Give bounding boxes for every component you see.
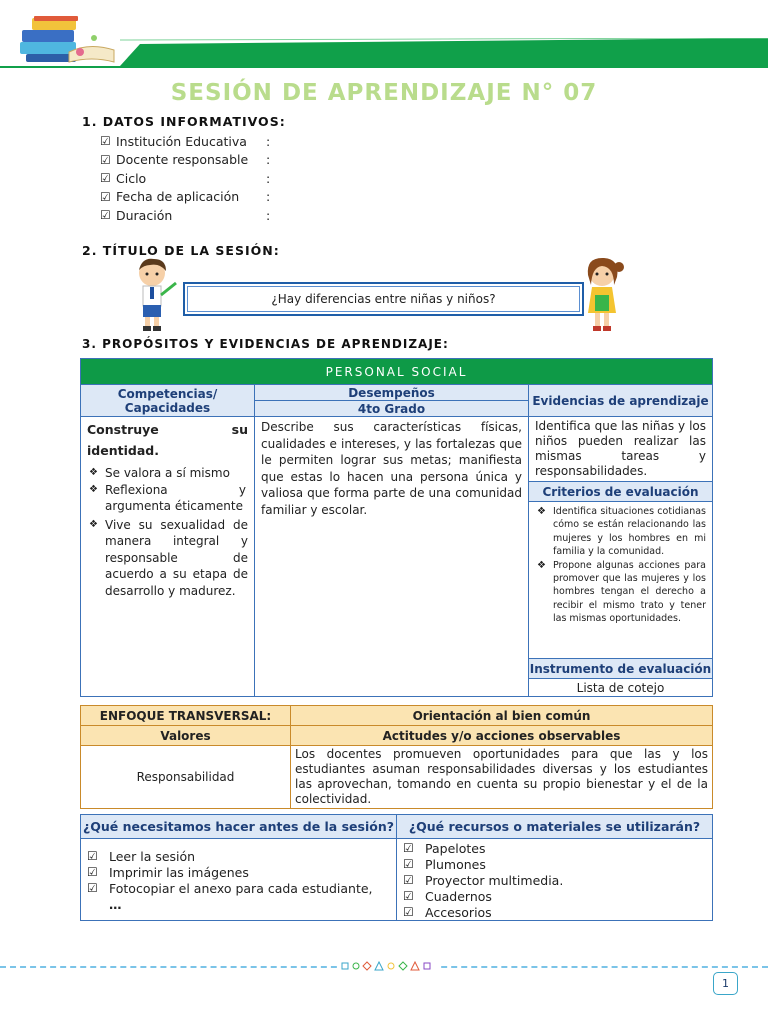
antes-cell bbox=[81, 839, 397, 921]
footer-shapes-decoration bbox=[340, 960, 440, 972]
section2-heading: 2. TÍTULO DE LA SESIÓN: bbox=[82, 243, 280, 258]
checkbox-icon: ☑ bbox=[100, 152, 111, 167]
section1-heading: 1. DATOS INFORMATIVOS: bbox=[82, 114, 286, 129]
books-illustration bbox=[14, 12, 119, 66]
checkbox-icon: ☑ bbox=[100, 171, 111, 186]
recurso-text: Papelotes bbox=[425, 840, 486, 856]
checkbox-icon: ☑ bbox=[403, 841, 414, 855]
desempeno-cell: Describe sus características físicas, cualidades e intereses, y las fortalezas que le permiten lograr sus metas; manifiesta que estas lo hacen una persona única y valiosa que forma parte de una comunidad familiar y escolar. bbox=[255, 417, 529, 697]
competencias-header: Competencias/ Capacidades bbox=[81, 385, 255, 417]
actitudes-header: Actitudes y/o acciones observables bbox=[291, 726, 713, 746]
girl-illustration bbox=[580, 255, 628, 335]
recursos-list bbox=[403, 840, 706, 920]
session-title-box bbox=[183, 282, 584, 316]
instrumento-value: Lista de cotejo bbox=[529, 679, 713, 697]
criterio-item: ❖ Propone algunas acciones para promover que las mujeres y los hombres tengan el derecho a recibir el mismo trato y tener las mismas oportunidades. bbox=[535, 559, 706, 626]
info-sep: : bbox=[266, 152, 271, 168]
valor-cell: Responsabilidad bbox=[81, 746, 291, 809]
session-title: ¿Hay diferencias entre niñas y niños? bbox=[271, 292, 496, 306]
checkbox-icon: ☑ bbox=[403, 873, 414, 887]
enfoque-name: Orientación al bien común bbox=[291, 706, 713, 726]
info-sep: : bbox=[266, 189, 271, 205]
info-label: Docente responsable bbox=[116, 152, 249, 168]
checkbox-icon: ☑ bbox=[100, 134, 111, 149]
info-row bbox=[100, 151, 270, 170]
antes-item bbox=[87, 896, 390, 912]
recurso-text: Accesorios bbox=[425, 904, 492, 920]
info-sep: : bbox=[266, 170, 271, 186]
recurso-item bbox=[403, 904, 706, 920]
capacidad-item: ❖ Se valora a sí mismo bbox=[87, 465, 248, 482]
antes-item bbox=[87, 864, 390, 880]
antes-item bbox=[87, 880, 390, 896]
actitud-cell: Los docentes promueven oportunidades para que las y los estudiantes asuman responsabilidades diversas y los estudiantes las aprovechan, tomando en cuenta su propio bienestar y el de la colectividad. bbox=[291, 746, 713, 809]
enfoque-label: ENFOQUE TRANSVERSAL: bbox=[81, 706, 291, 726]
antes-header: ¿Qué necesitamos hacer antes de la sesión? bbox=[81, 815, 397, 839]
antes-text: Leer la sesión bbox=[109, 848, 196, 864]
valores-header: Valores bbox=[81, 726, 291, 746]
recurso-text: Cuadernos bbox=[425, 888, 492, 904]
info-label: Fecha de aplicación bbox=[116, 189, 240, 205]
recurso-item bbox=[403, 856, 706, 872]
info-label: Duración bbox=[116, 207, 173, 223]
instrumento-header: Instrumento de evaluación bbox=[529, 659, 713, 679]
recursos-cell bbox=[397, 839, 713, 921]
competencia-name: Construye su identidad. bbox=[87, 422, 248, 458]
checkbox-icon: ☑ bbox=[87, 881, 98, 895]
capacidades-list bbox=[87, 465, 248, 599]
purposes-table bbox=[80, 358, 713, 697]
header-underline bbox=[0, 66, 768, 68]
recursos-header: ¿Qué recursos o materiales se utilizarán? bbox=[397, 815, 713, 839]
criterio-item: ❖ Identifica situaciones cotidianas cómo se están relacionando las mujeres y los hombres en mi familia y la comunidad. bbox=[535, 505, 706, 559]
recurso-item bbox=[403, 840, 706, 856]
section3-heading: 3. PROPÓSITOS Y EVIDENCIAS DE APRENDIZAJE: bbox=[82, 337, 449, 351]
enfoque-table bbox=[80, 705, 713, 809]
info-label: Ciclo bbox=[116, 170, 147, 186]
checkbox-icon: ☑ bbox=[100, 208, 111, 223]
checkbox-icon: ☑ bbox=[87, 865, 98, 879]
page-title: SESIÓN DE APRENDIZAJE N° 07 bbox=[170, 80, 598, 106]
recurso-text: Plumones bbox=[425, 856, 486, 872]
checkbox-icon: ☑ bbox=[403, 905, 414, 919]
capacidad-item: ❖ Reflexiona y argumenta éticamente bbox=[87, 482, 248, 515]
evidencias-header: Evidencias de aprendizaje bbox=[529, 385, 713, 417]
checkbox-icon: ☑ bbox=[403, 857, 414, 871]
preparation-table bbox=[80, 814, 713, 921]
desempenos-header: Desempeños bbox=[255, 385, 529, 401]
recurso-text: Proyector multimedia. bbox=[425, 872, 564, 888]
antes-list bbox=[87, 848, 390, 912]
recurso-item bbox=[403, 888, 706, 904]
area-header: PERSONAL SOCIAL bbox=[81, 359, 713, 385]
criterios-list bbox=[535, 505, 706, 626]
antes-item bbox=[87, 848, 390, 864]
boy-illustration bbox=[130, 255, 180, 333]
info-row bbox=[100, 132, 270, 151]
grado-header: 4to Grado bbox=[255, 401, 529, 417]
evidencia-cell: Identifica que las niñas y los niños pueden realizar las mismas tareas y responsabilidades. bbox=[529, 417, 713, 482]
info-row bbox=[100, 206, 270, 225]
header-band bbox=[120, 38, 768, 66]
criterios-header: Criterios de evaluación bbox=[529, 482, 713, 502]
antes-text: Fotocopiar el anexo para cada estudiante, bbox=[109, 880, 373, 896]
recurso-item bbox=[403, 872, 706, 888]
antes-text: Imprimir las imágenes bbox=[109, 864, 249, 880]
info-sep: : bbox=[266, 133, 271, 149]
criterios-cell bbox=[529, 502, 713, 659]
info-row bbox=[100, 188, 270, 207]
page-number: 1 bbox=[713, 972, 738, 995]
info-label: Institución Educativa bbox=[116, 133, 247, 149]
capacidad-item: ❖ Vive su sexualidad de manera integral y responsable de acuerdo a su etapa de desarrollo y madurez. bbox=[87, 517, 248, 600]
checkbox-icon: ☑ bbox=[403, 889, 414, 903]
competencia-cell bbox=[81, 417, 255, 697]
antes-text: … bbox=[109, 896, 122, 912]
info-sep: : bbox=[266, 207, 271, 223]
info-list bbox=[100, 132, 270, 225]
info-row bbox=[100, 169, 270, 188]
checkbox-icon: ☑ bbox=[87, 849, 98, 863]
checkbox-icon: ☑ bbox=[100, 189, 111, 204]
